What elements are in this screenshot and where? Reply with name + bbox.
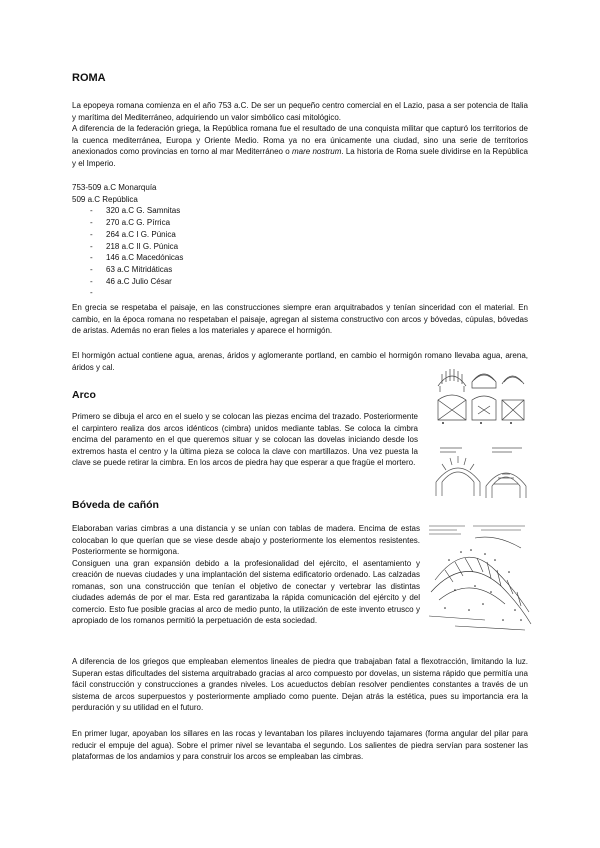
timeline-item-label: 264 a.C I G. Púnica	[106, 229, 176, 239]
timeline	[72, 182, 183, 299]
page-title: ROMA	[72, 72, 106, 84]
timeline-bullet: -	[90, 288, 93, 298]
timeline-bullet: -	[90, 264, 93, 274]
timeline-bullet: -	[90, 218, 93, 228]
barrel-vault-figure	[425, 520, 535, 635]
intro-paragraph-1: La epopeya romana comienza en el año 753 a.C. De ser un pequeño centro comercial en el Lazio, pasa a ser potencia de Italia y marítima del Mediterráneo, adquiriendo un valor simbólico casi mitológico.	[72, 101, 528, 122]
boveda-heading: Bóveda de cañón	[72, 499, 159, 511]
timeline-monarquia: 753-509 a.C Monarquía	[72, 183, 157, 192]
greeks-paragraph: A diferencia de los griegos que empleaban elementos lineales de piedra que trabajaban fatal a flexotracción, limitando la luz. Superan estas dificultades del sistema arquitrabado gracias al arco compuesto por dovelas, un sistema rápido que permitía una fácil construcción y construcciones a grandes niveles. Los acueductos debían resolver pendientes constantes a través de un sistema de arcos superpuestos y posteriormente ampliado como puente. Dejan atrás la estética, pues su importancia era la perduración y su utilidad en el futuro.	[72, 657, 528, 712]
timeline-item-label: 46 a.C Julio César	[106, 276, 172, 286]
intro-section	[72, 100, 528, 169]
timeline-item-label: 320 a.C G. Samnitas	[106, 206, 181, 216]
timeline-bullet: -	[90, 229, 93, 239]
timeline-bullet: -	[90, 206, 93, 216]
timeline-bullet: -	[90, 253, 93, 263]
arco-heading: Arco	[72, 389, 96, 401]
arco-paragraph: Primero se dibuja el arco en el suelo y se colocan las piezas encima del trazado. Posteriormente el carpintero realiza dos arcos idénticos (cimbra) unidos mediante tablas. Se coloca la cimbra encima del paramento en el que queremos situar y se colocan las dovelas iniciando desde los extremos hasta el centro y la última pieza se coloca la clave con martillazos. Una vez puesta la clave se puede retirar la cimbra. En los arcos de piedra hay que esperar a que fragüe el mortero.	[72, 412, 418, 467]
timeline-item	[72, 264, 183, 276]
mare-nostrum-italic: mare nostrum	[291, 147, 342, 156]
first-level-paragraph: En primer lugar, apoyaban los sillares en las rocas y levantaban los pilares incluyendo tajamares (forma angular del pilar para reducir el empuje del agua). Sobre el primer nivel se levantaba el segundo. Los salientes de piedra servían para sostener las plataformas de los andamios y para construir los arcos se empleaban las cimbras.	[72, 729, 528, 761]
timeline-republica: 509 a.C República	[72, 194, 138, 204]
timeline-item-label: 63 a.C Mitridáticas	[106, 264, 173, 274]
boveda-paragraph-2: Consiguen una gran expansión debido a la profesionalidad del ejército, el asentamiento y creación de nuevas ciudades y una implantación del sistema edificatorio ordenado. Las calzadas romanas, son una construcción que tenían el objetivo de conectar y vertebrar las distintas ciudades además de por el mar. Esta red garantizaba la rápida comunicación del ejército y del comercio. Esto fue posible gracias al arco de medio punto, la utilización de este invento etrusco y apropiado de los romanos permitió la perpetuación de esta sociedad.	[72, 558, 420, 625]
timeline-items	[72, 205, 183, 299]
timeline-bullet: -	[90, 241, 93, 251]
timeline-item-label: 146 a.C Macedónicas	[106, 253, 184, 263]
timeline-item	[72, 276, 183, 288]
timeline-item	[72, 241, 183, 253]
timeline-item	[72, 217, 183, 229]
concrete-paragraph: El hormigón actual contiene agua, arenas, áridos y aglomerante portland, en cambio el hormigón romano llevaba agua, arena, áridos y cal.	[72, 351, 528, 372]
vault-types-figure	[432, 362, 532, 434]
timeline-item-label: 270 a.C G. Pírrica	[106, 218, 171, 228]
arch-construction-figure	[432, 440, 532, 502]
intro-paragraph-2: A diferencia de la federación griega, la República romana fue el resultado de una conquista militar que capturó los territorios de la cuenca mediterránea, Europa y Oriente Medio. Roma ya no era únicamente una ciudad, sino una serie de territorios anexionados como provincias en torno al mar Mediterráneo o mare nostrum. La historia de Roma suele dividirse en la República y el Imperio.	[72, 124, 528, 168]
timeline-item	[72, 229, 183, 241]
greece-paragraph: En grecia se respetaba el paisaje, en las construcciones siempre eran arquitrabados y tenían sinceridad con el material. En cambio, en la época romana no respetaban el paisaje, agregan al sistema constructivo con arcos y bóvedas, cúpulas, bóvedas de aristas. Además no eran fieles a los materiales y aparece el hormigón.	[72, 303, 528, 335]
timeline-item-label: 218 a.C II G. Púnica	[106, 241, 179, 251]
timeline-item	[72, 287, 183, 299]
boveda-paragraph-1: Elaboraban varias cimbras a una distancia y se unían con tablas de madera. Encima de estas colocaban lo que querían que se viese desde abajo y posteriormente los elementos resistentes. Posteriormente se hormigona.	[72, 524, 420, 556]
timeline-item	[72, 252, 183, 264]
boveda-section	[72, 523, 420, 627]
timeline-item	[72, 205, 183, 217]
timeline-bullet: -	[90, 276, 93, 286]
